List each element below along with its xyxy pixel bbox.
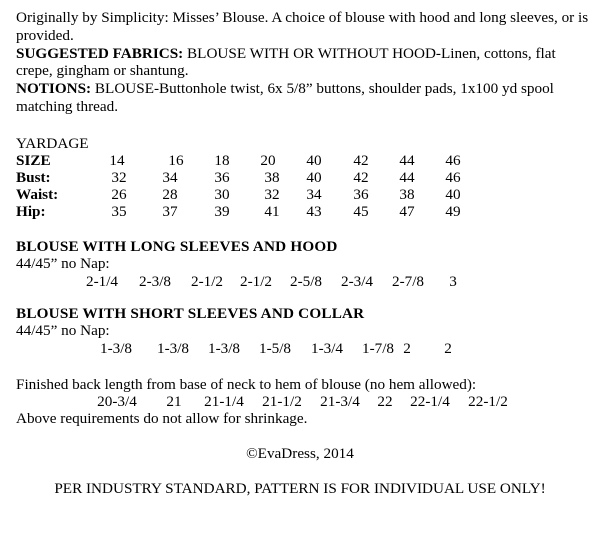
table-cell: 45 bbox=[353, 203, 369, 220]
table-cell: 44 bbox=[399, 152, 415, 169]
back-length-text: Finished back length from base of neck to hem of blouse (no hem allowed): bbox=[16, 376, 477, 393]
back-length-value: 21-3/4 bbox=[320, 393, 360, 410]
yardage-title: YARDAGE bbox=[16, 135, 89, 152]
yardage-value: 2-3/4 bbox=[340, 273, 374, 290]
short-sleeves-yardage bbox=[0, 340, 600, 357]
table-cell: 36 bbox=[214, 169, 230, 186]
table-cell: 36 bbox=[353, 186, 369, 203]
table-cell: 46 bbox=[445, 152, 461, 169]
disclaimer: PER INDUSTRY STANDARD, PATTERN IS FOR INDIVIDUAL USE ONLY! bbox=[54, 480, 546, 497]
table-cell: 20 bbox=[260, 152, 276, 169]
long-sleeves-heading: BLOUSE WITH LONG SLEEVES AND HOOD bbox=[16, 238, 338, 255]
table-cell: 40 bbox=[306, 169, 322, 186]
table-cell: 35 bbox=[111, 203, 127, 220]
fabrics-label: SUGGESTED FABRICS: bbox=[16, 44, 184, 62]
table-cell: 34 bbox=[162, 169, 178, 186]
table-cell: 49 bbox=[445, 203, 461, 220]
short-sleeves-heading: BLOUSE WITH SHORT SLEEVES AND COLLAR bbox=[16, 305, 365, 322]
long-sleeves-fabric: 44/45” no Nap: bbox=[16, 255, 110, 272]
back-length-value: 22 bbox=[377, 393, 393, 410]
table-cell: 42 bbox=[353, 152, 369, 169]
yardage-value: 2 bbox=[444, 340, 452, 357]
table-cell: 32 bbox=[264, 186, 280, 203]
fabrics-text: BLOUSE WITH OR WITHOUT HOOD-Linen, cottons, flat crepe, gingham or shantung. bbox=[16, 44, 556, 80]
back-length-values bbox=[0, 393, 600, 410]
notions bbox=[16, 80, 596, 116]
yardage-value: 1-3/8 bbox=[99, 340, 133, 357]
yardage-value: 1-3/8 bbox=[207, 340, 241, 357]
suggested-fabrics bbox=[16, 45, 596, 81]
table-cell: 41 bbox=[264, 203, 280, 220]
yardage-value: 2 bbox=[403, 340, 411, 357]
back-length-value: 22-1/4 bbox=[410, 393, 450, 410]
back-length-value: 21 bbox=[166, 393, 182, 410]
table-cell: 18 bbox=[214, 152, 230, 169]
back-length-value: 22-1/2 bbox=[468, 393, 508, 410]
yardage-value: 3 bbox=[449, 273, 457, 290]
table-cell: 28 bbox=[162, 186, 178, 203]
table-cell: 40 bbox=[445, 186, 461, 203]
table-cell: 26 bbox=[111, 186, 127, 203]
back-length-value: 21-1/4 bbox=[204, 393, 244, 410]
table-cell: 32 bbox=[111, 169, 127, 186]
table-cell: 39 bbox=[214, 203, 230, 220]
yardage-value: 2-1/2 bbox=[239, 273, 273, 290]
yardage-value: 1-3/8 bbox=[156, 340, 190, 357]
yardage-value: 1-3/4 bbox=[310, 340, 344, 357]
row-label: Hip: bbox=[16, 203, 46, 220]
back-length-value: 20-3/4 bbox=[97, 393, 137, 410]
back-length-value: 21-1/2 bbox=[262, 393, 302, 410]
yardage-value: 2-1/4 bbox=[85, 273, 119, 290]
long-sleeves-yardage bbox=[0, 273, 600, 290]
table-cell: 38 bbox=[399, 186, 415, 203]
row-label: SIZE bbox=[16, 152, 51, 169]
intro-text bbox=[16, 9, 596, 116]
intro-line: Originally by Simplicity: Misses’ Blouse. A choice of blouse with hood and long sleeves, or is provided. bbox=[16, 9, 589, 44]
yardage-value: 2-3/8 bbox=[138, 273, 172, 290]
table-cell: 16 bbox=[168, 152, 184, 169]
yardage-value: 2-1/2 bbox=[190, 273, 224, 290]
table-cell: 37 bbox=[162, 203, 178, 220]
table-cell: 43 bbox=[306, 203, 322, 220]
yardage-value: 1-5/8 bbox=[258, 340, 292, 357]
copyright: ©EvaDress, 2014 bbox=[246, 445, 354, 462]
row-label: Waist: bbox=[16, 186, 59, 203]
yardage-value: 2-7/8 bbox=[391, 273, 425, 290]
table-cell: 14 bbox=[109, 152, 125, 169]
table-cell: 44 bbox=[399, 169, 415, 186]
row-label: Bust: bbox=[16, 169, 51, 186]
short-sleeves-fabric: 44/45” no Nap: bbox=[16, 322, 110, 339]
table-cell: 38 bbox=[264, 169, 280, 186]
shrinkage-note: Above requirements do not allow for shrinkage. bbox=[16, 410, 308, 427]
table-cell: 40 bbox=[306, 152, 322, 169]
yardage-value: 1-7/8 bbox=[361, 340, 395, 357]
table-cell: 46 bbox=[445, 169, 461, 186]
table-cell: 34 bbox=[306, 186, 322, 203]
table-cell: 30 bbox=[214, 186, 230, 203]
yardage-value: 2-5/8 bbox=[289, 273, 323, 290]
table-cell: 47 bbox=[399, 203, 415, 220]
notions-text: BLOUSE-Buttonhole twist, 6x 5/8” buttons, shoulder pads, 1x100 yd spool matching thread. bbox=[16, 80, 554, 115]
table-cell: 42 bbox=[353, 169, 369, 186]
notions-label: NOTIONS: bbox=[16, 80, 92, 98]
